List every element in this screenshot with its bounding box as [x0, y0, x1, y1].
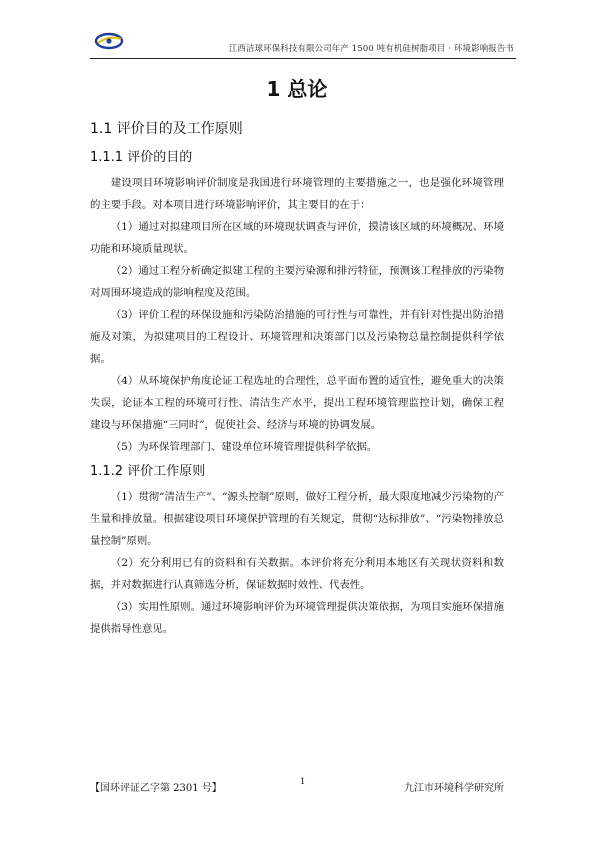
subsection-heading-principles: 1.1.2 评价工作原则	[90, 464, 206, 479]
paragraph: （5）为环保管理部门、建设单位环境管理提供科学依据。	[110, 441, 378, 453]
paragraph: （1）通过对拟建项目所在区域的环境现状调查与评价，摸清该区域的环境概况、环境功能和环境质量现状。	[90, 221, 504, 255]
page-footer	[90, 777, 510, 793]
paragraph: （1）贯彻“清洁生产”、“源头控制”原则，做好工程分析，最大限度地减少污染物的产生量和排放量。根据建设项目环境保护管理的有关规定，贯彻“达标排放”、“污染物排放总量控制”原则。	[90, 491, 504, 547]
paragraph: （3）实用性原则。通过环境影响评价为环境管理提供决策依据，为项目实施环保措施提供指导性意见。	[90, 601, 504, 635]
header-title: 江西洁球环保科技有限公司年产 1500 吨有机硅树脂项目 · 环境影响报告书	[228, 43, 514, 53]
company-logo-icon	[94, 31, 124, 51]
paragraph: （3）评价工程的环保设施和污染防治措施的可行性与可靠性，并有针对性提出防治措施及对策，为拟建项目的工程设计、环境管理和决策部门以及污染物总量控制提供科学依据。	[90, 309, 504, 365]
institute-name: 九江市环境科学研究所	[404, 783, 504, 794]
section-heading: 1.1 评价目的及工作原则	[90, 121, 243, 137]
paragraph: （2）通过工程分析确定拟建工程的主要污染源和排污特征，预测该工程排放的污染物对周围环境造成的影响程度及范围。	[90, 265, 504, 299]
page-header	[90, 28, 516, 59]
subsection-heading-purpose: 1.1.1 评价的目的	[90, 150, 193, 165]
chapter-title: 1 总论	[266, 77, 328, 101]
page-number: 1	[300, 777, 306, 787]
certificate-number: 【国环评证乙字第 2301 号】	[90, 783, 222, 794]
paragraph: 建设项目环境影响评价制度是我国进行环境管理的主要措施之一，也是强化环境管理的主要手段。对本项目进行环境影响评价，其主要目的在于：	[90, 177, 504, 211]
main-content	[90, 72, 504, 640]
paragraph: （2）充分利用已有的资料和有关数据。本评价将充分利用本地区有关现状资料和数据，并对数据进行认真筛选分析，保证数据时效性、代表性。	[90, 557, 504, 591]
paragraph: （4）从环境保护角度论证工程选址的合理性，总平面布置的适宜性，避免重大的决策失误，论证本工程的环境可行性、清洁生产水平，提出工程环境管理监控计划，确保工程建设与环保措施“三同时”，促使社会、经济与环境的协调发展。	[90, 375, 504, 431]
